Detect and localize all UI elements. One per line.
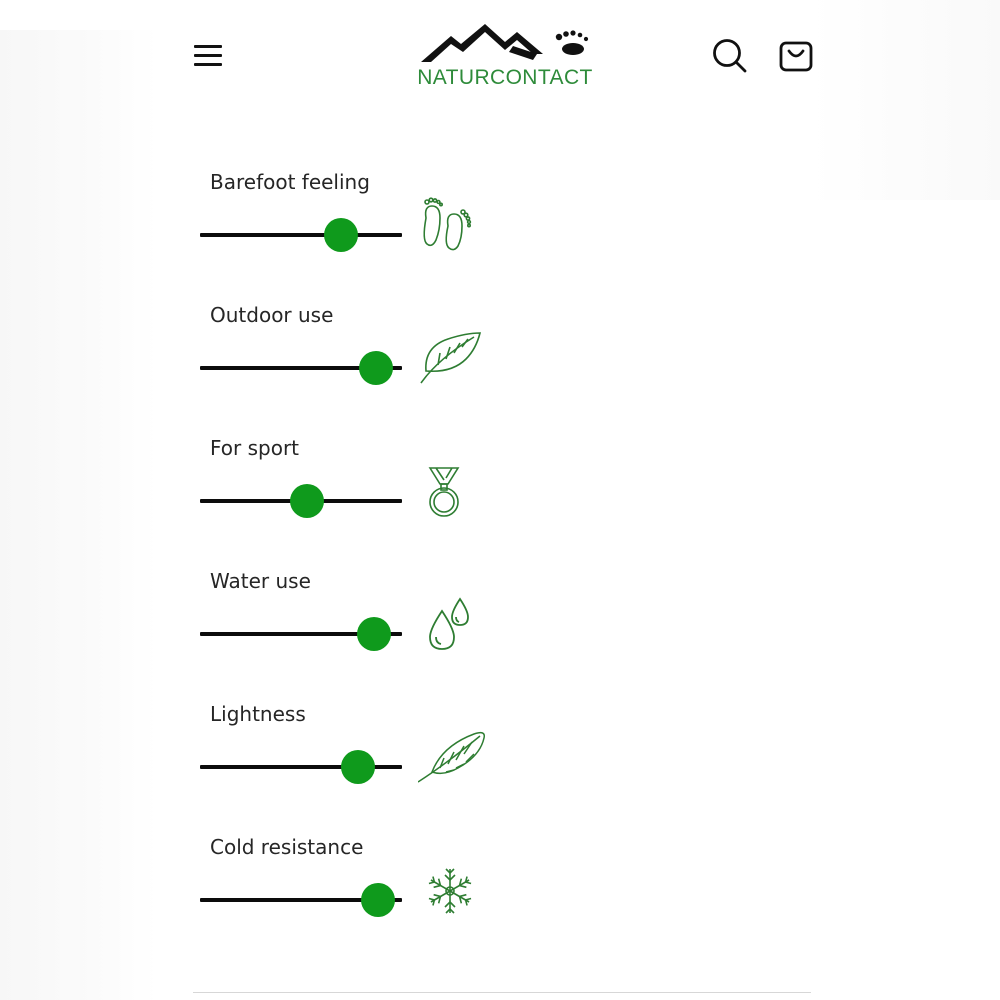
medal-icon — [418, 462, 482, 518]
slider-knob[interactable] — [290, 484, 324, 518]
feature-label: Lightness — [210, 702, 306, 726]
feature-label: For sport — [210, 436, 300, 460]
feather-icon — [418, 728, 482, 784]
slider-knob[interactable] — [361, 883, 395, 917]
outdoor-use-slider[interactable] — [200, 351, 402, 385]
slider-knob[interactable] — [359, 351, 393, 385]
water-drops-icon — [418, 595, 482, 651]
feature-barefoot-feeling — [198, 170, 498, 280]
for-sport-slider[interactable] — [200, 484, 402, 518]
slider-knob[interactable] — [357, 617, 391, 651]
lightness-slider[interactable] — [200, 750, 402, 784]
feature-water-use — [198, 569, 498, 679]
snowflake-icon — [418, 861, 482, 917]
divider — [193, 992, 811, 993]
water-use-slider[interactable] — [200, 617, 402, 651]
slider-knob[interactable] — [341, 750, 375, 784]
header — [0, 0, 1000, 110]
logo[interactable] — [405, 18, 605, 94]
search-icon[interactable] — [710, 36, 750, 76]
feature-label: Outdoor use — [210, 303, 334, 327]
slider-track — [200, 233, 402, 237]
feature-label: Water use — [210, 569, 311, 593]
logo-text: NATURCONTACT — [417, 66, 593, 89]
feature-label: Cold resistance — [210, 835, 364, 859]
barefoot-feeling-slider[interactable] — [200, 218, 402, 252]
feature-lightness — [198, 702, 498, 812]
shopping-bag-icon[interactable] — [776, 36, 816, 76]
hamburger-icon[interactable] — [190, 40, 228, 72]
baby-feet-icon — [418, 196, 482, 252]
mountain-logo-icon — [405, 18, 605, 68]
feature-label: Barefoot feeling — [210, 170, 370, 194]
feature-for-sport — [198, 436, 498, 546]
feature-cold-resistance — [198, 835, 498, 945]
left-shadow — [0, 30, 158, 1000]
cold-resistance-slider[interactable] — [200, 883, 402, 917]
slider-knob[interactable] — [324, 218, 358, 252]
feature-outdoor-use — [198, 303, 498, 413]
leaf-icon — [418, 329, 482, 385]
